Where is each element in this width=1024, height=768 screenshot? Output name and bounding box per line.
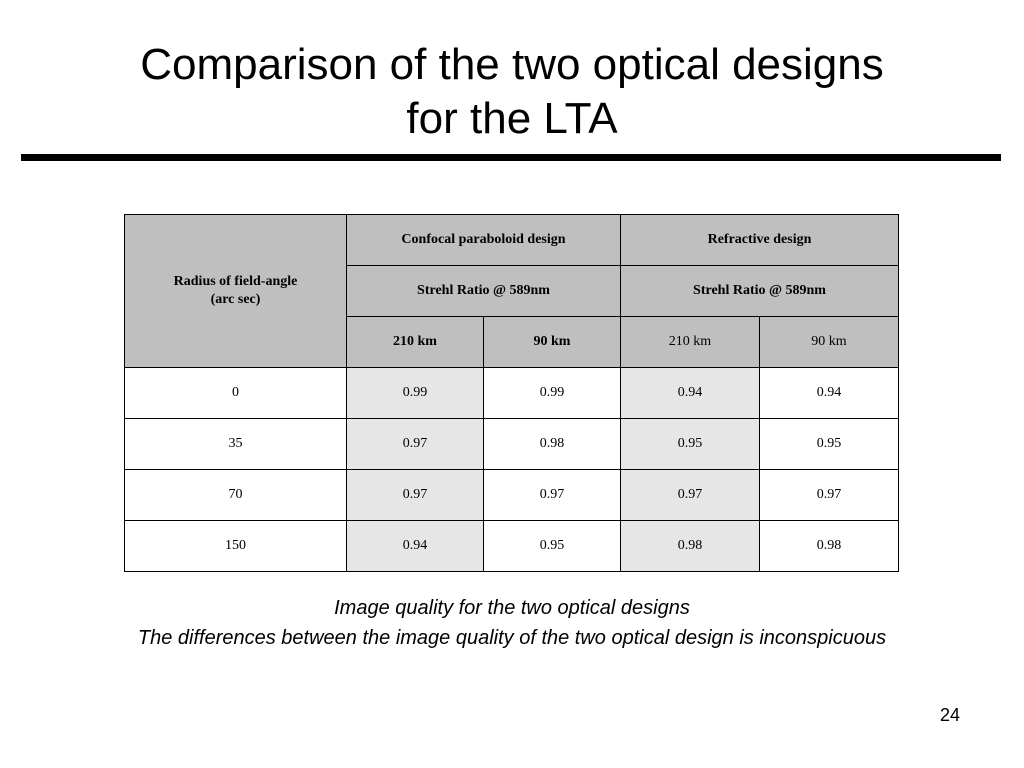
value-cell: 0.95 [760,419,899,470]
value-cell: 0.95 [621,419,760,470]
caption-line-1: Image quality for the two optical designs [334,597,690,619]
value-cell: 0.97 [484,470,621,521]
table-row [125,470,899,521]
title-underline [21,154,1001,161]
table-row [125,521,899,572]
metric-header-refractive: Strehl Ratio @ 589nm [621,266,899,317]
value-cell: 0.99 [347,368,484,419]
group-header-confocal: Confocal paraboloid design [347,215,621,266]
value-cell: 0.98 [484,419,621,470]
radius-cell: 150 [125,521,347,572]
value-cell: 0.98 [621,521,760,572]
distance-header: 210 km [347,317,484,368]
corner-header [125,215,347,368]
value-cell: 0.98 [760,521,899,572]
slide-title [0,38,1024,146]
radius-cell: 70 [125,470,347,521]
slide-title-line-2: for the LTA [406,94,618,143]
corner-header-line-2: (arc sec) [210,292,261,307]
distance-header: 90 km [484,317,621,368]
radius-cell: 35 [125,419,347,470]
value-cell: 0.97 [621,470,760,521]
value-cell: 0.94 [347,521,484,572]
group-header-refractive: Refractive design [621,215,899,266]
value-cell: 0.94 [621,368,760,419]
value-cell: 0.97 [347,419,484,470]
table-caption [0,593,1024,653]
value-cell: 0.94 [760,368,899,419]
slide-title-line-1: Comparison of the two optical designs [140,40,884,89]
table-header-row-groups [125,215,899,266]
distance-header: 90 km [760,317,899,368]
value-cell: 0.99 [484,368,621,419]
value-cell: 0.97 [760,470,899,521]
table-row [125,419,899,470]
radius-cell: 0 [125,368,347,419]
strehl-ratio-table [124,214,899,572]
corner-header-line-1: Radius of field-angle [173,274,298,289]
value-cell: 0.97 [347,470,484,521]
value-cell: 0.95 [484,521,621,572]
caption-line-2: The differences between the image quality of the two optical design is inconspicuous [137,627,887,649]
metric-header-confocal: Strehl Ratio @ 589nm [347,266,621,317]
distance-header: 210 km [621,317,760,368]
page-number: 24 [939,705,961,725]
table-row [125,368,899,419]
